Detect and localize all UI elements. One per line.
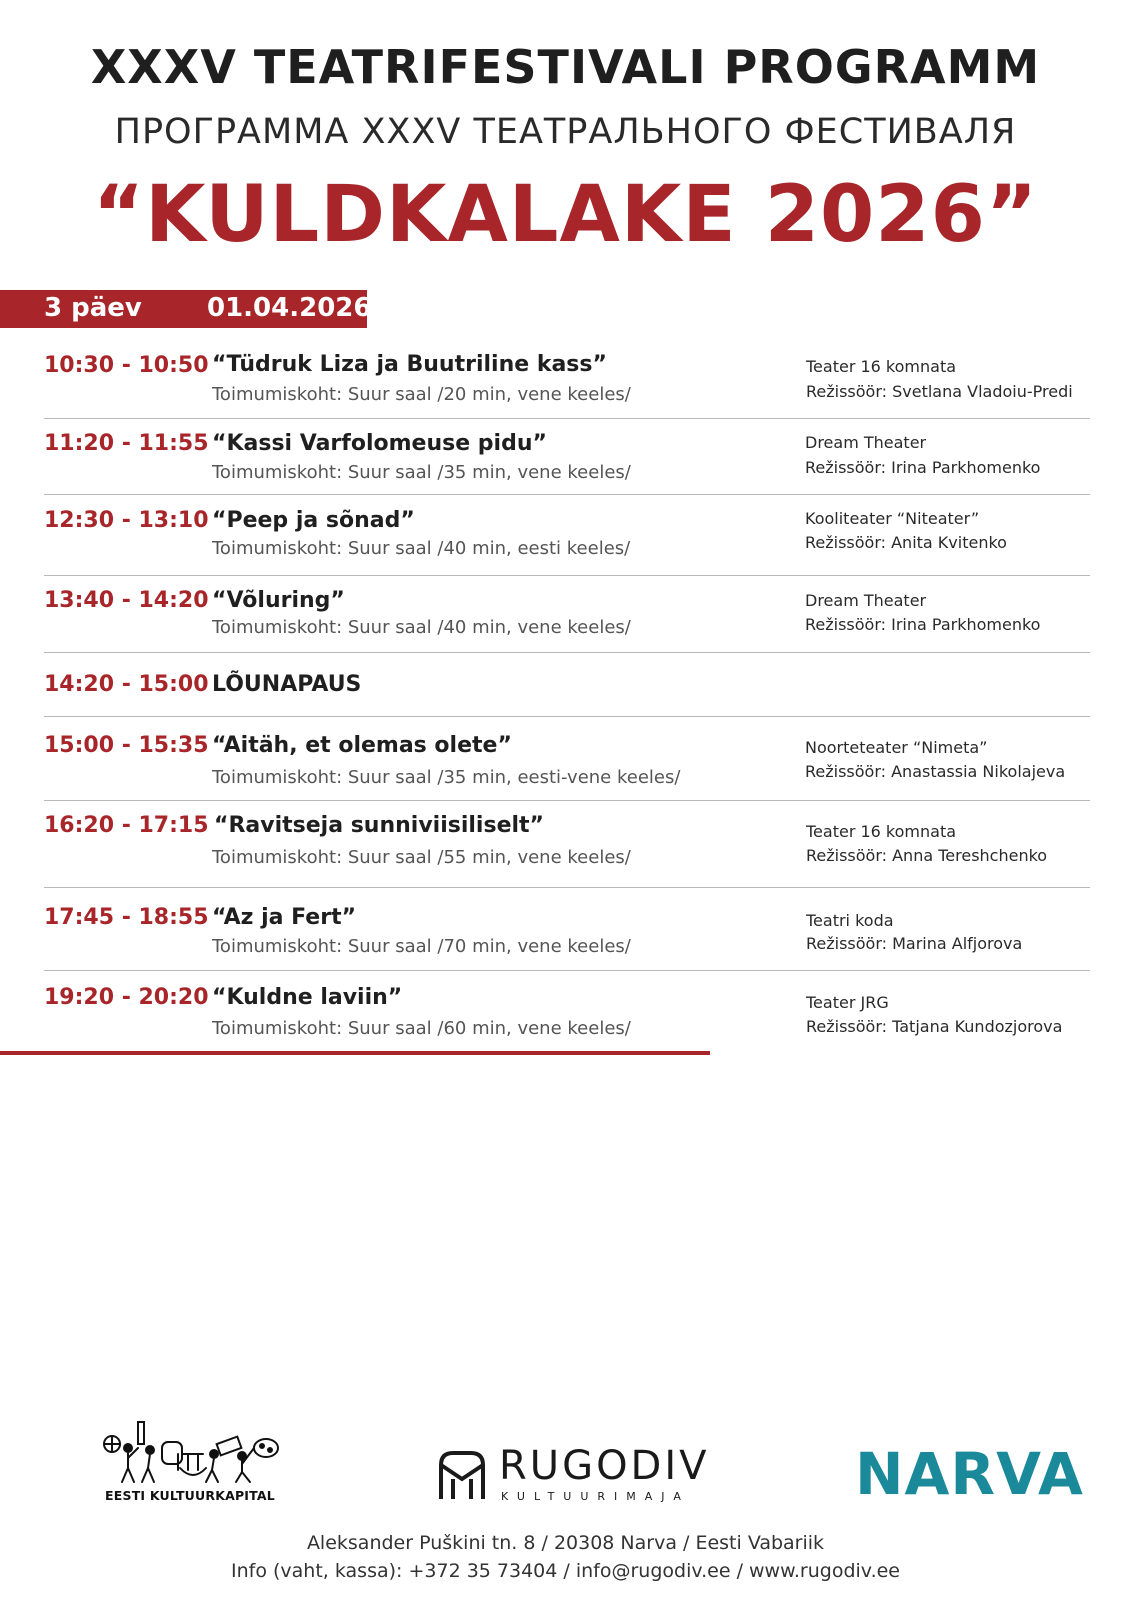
schedule-time: 16:20 - 17:15 (44, 813, 209, 838)
performance-venue: Toimumiskoht: Suur saal /40 min, eesti keeles/ (212, 538, 631, 559)
performance-title: “Kassi Varfolomeuse pidu” (212, 431, 547, 456)
schedule-row (44, 495, 1090, 576)
performance-venue: Toimumiskoht: Suur saal /70 min, vene keeles/ (212, 936, 631, 957)
day-label: 3 päev (44, 293, 142, 323)
schedule-row (44, 801, 1090, 888)
footer-address: Aleksander Puškini tn. 8 / 20308 Narva / Eesti Vabariik (306, 1532, 825, 1554)
schedule-time: 12:30 - 13:10 (44, 508, 209, 533)
performance-venue: Toimumiskoht: Suur saal /40 min, vene keeles/ (212, 617, 631, 638)
schedule-time: 13:40 - 14:20 (44, 588, 209, 613)
director: Režissöör: Irina Parkhomenko (805, 615, 1041, 634)
performance-venue: Toimumiskoht: Suur saal /60 min, vene keeles/ (212, 1018, 631, 1039)
performance-title: “Az ja Fert” (212, 905, 357, 930)
director: Režissöör: Anita Kvitenko (805, 533, 1007, 552)
break-title: LÕUNAPAUS (212, 672, 362, 697)
day-banner (0, 290, 372, 328)
schedule-row (44, 576, 1090, 653)
eesti-kultuurkapital-logo (98, 1418, 282, 1508)
schedule-end-line (0, 1051, 710, 1055)
culture-figures-icon (98, 1418, 282, 1486)
day-date: 01.04.2026 (207, 293, 372, 323)
performance-title: “Võluring” (212, 588, 345, 613)
performance-venue: Toimumiskoht: Suur saal /35 min, eesti-vene keeles/ (212, 767, 681, 788)
performance-title: “Peep ja sõnad” (212, 508, 415, 533)
theatre-company: Teater 16 komnata (806, 822, 957, 841)
schedule-row (44, 340, 1090, 419)
theatre-company: Teatri koda (806, 911, 894, 930)
schedule-row (44, 888, 1090, 971)
schedule-row-break (44, 653, 1090, 717)
director: Režissöör: Anastassia Nikolajeva (805, 762, 1066, 781)
festival-name: “KULDKALAKE 2026” (92, 170, 1039, 260)
performance-title: “Kuldne laviin” (212, 985, 403, 1010)
performance-venue: Toimumiskoht: Suur saal /55 min, vene keeles/ (212, 847, 631, 868)
footer-contacts: Info (vaht, kassa): +372 35 73404 / info@rugodiv.ee / www.rugodiv.ee (231, 1560, 900, 1582)
theatre-company: Noorteteater “Nimeta” (805, 738, 988, 757)
schedule-time: 15:00 - 15:35 (44, 733, 209, 758)
schedule-row (44, 971, 1090, 1047)
theatre-company: Teater 16 komnata (806, 357, 957, 376)
theatre-company: Dream Theater (805, 433, 927, 452)
performance-venue: Toimumiskoht: Suur saal /35 min, vene keeles/ (212, 462, 631, 483)
performance-title: “Tüdruk Liza ja Buutriline kass” (212, 352, 607, 377)
schedule-row (44, 717, 1090, 801)
director: Režissöör: Marina Alfjorova (806, 934, 1023, 953)
theatre-company: Kooliteater “Niteater” (805, 509, 980, 528)
theatre-company: Teater JRG (806, 993, 889, 1012)
theatre-company: Dream Theater (805, 591, 927, 610)
rugodiv-mark-icon (437, 1449, 487, 1503)
performance-title: “Ravitseja sunniviisiliselt” (214, 813, 544, 838)
schedule-time: 17:45 - 18:55 (44, 905, 209, 930)
director: Režissöör: Tatjana Kundozjorova (806, 1017, 1063, 1036)
performance-venue: Toimumiskoht: Suur saal /20 min, vene keeles/ (212, 384, 631, 405)
director: Režissöör: Svetlana Vladoiu-Predi (806, 382, 1073, 401)
ekk-logo-text: EESTI KULTUURKAPITAL (105, 1488, 275, 1503)
schedule-time: 11:20 - 11:55 (44, 431, 209, 456)
schedule-time: 10:30 - 10:50 (44, 353, 209, 378)
director: Režissöör: Irina Parkhomenko (805, 458, 1041, 477)
rugodiv-subtitle: KULTUURIMAJA (501, 1490, 690, 1503)
page-title-russian: ПРОГРАММА XXXV ТЕАТРАЛЬНОГО ФЕСТИВАЛЯ (114, 112, 1017, 152)
narva-logo: NARVA (855, 1440, 1084, 1508)
schedule-row (44, 419, 1090, 495)
rugodiv-name: RUGODIV (499, 1443, 710, 1489)
schedule-time: 14:20 - 15:00 (44, 672, 209, 697)
rugodiv-logo (437, 1443, 710, 1505)
director: Režissöör: Anna Tereshchenko (806, 846, 1048, 865)
schedule-time: 19:20 - 20:20 (44, 985, 209, 1010)
performance-title: “Aitäh, et olemas olete” (212, 733, 512, 758)
page-title: XXXV TEATRIFESTIVALI PROGRAMM (90, 40, 1041, 94)
